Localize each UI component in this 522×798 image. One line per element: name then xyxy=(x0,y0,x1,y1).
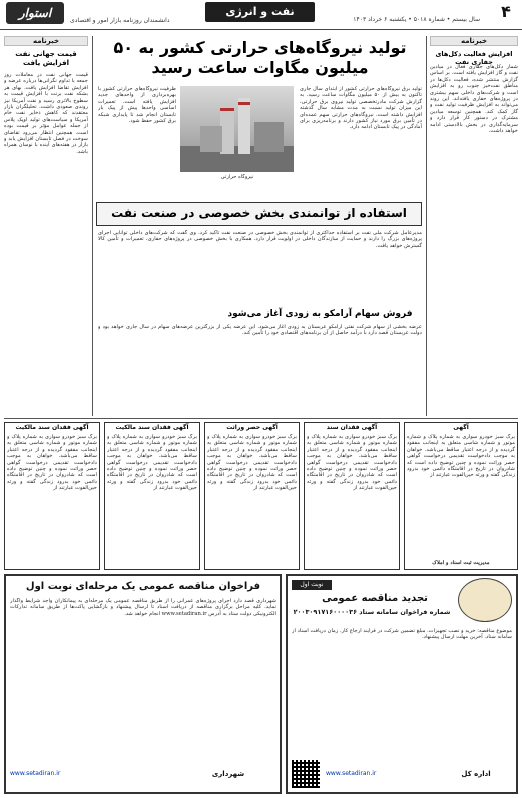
qr-code-icon xyxy=(292,760,320,788)
third-body: عرضه بخشی از سهام شرکت نفتی آرامکو عربستان به زودی آغاز می‌شود. این عرضه یکی از بزرگترین عرضه‌های سهام در سال جاری خواهد بود و دولت عربستان قصد دارد با درآمد حاصل از آن برنامه‌های اقتصادی خود را تأمین کند. xyxy=(98,324,422,337)
notice-body: برگ سبز خودرو سواری به شماره پلاک و شماره موتور و شماره شاسی متعلق به اینجانب مفقود گردیده و از درجه اعتبار ساقط می‌باشد. خواهان به موجب دادخواست تقدیمی درخواست گواهی حصر وراثت نموده و چنین توضیح داده است که شادروان در تاریخ در اقامتگاه دائمی خود بدرود زندگی گفته و ورثه حین‌الفوت عبارتند از xyxy=(7,434,97,492)
notice-body: برگ سبز خودرو سواری به شماره پلاک و شماره موتور و شماره شاسی متعلق به اینجانب مفقود گردیده و از درجه اعتبار ساقط می‌باشد. خواهان به موجب دادخواست تقدیمی درخواست گواهی حصر وراثت نموده و چنین توضیح داده است که شادروان در تاریخ در اقامتگاه دائمی خود بدرود زندگی گفته و ورثه حین‌الفوت عبارتند از xyxy=(307,434,397,492)
notice-title: آگهی xyxy=(453,424,469,431)
right-column-header: خبرنامه xyxy=(430,36,518,46)
tender-signoff: شهرداری xyxy=(211,770,245,778)
tender-website-link[interactable]: www.setadiran.ir xyxy=(10,770,61,777)
power-plant-illustration xyxy=(180,86,294,172)
horizontal-rule xyxy=(4,418,518,419)
right-column-body: شمار دکل‌های حفاری فعال در میادین نفت و گاز افزایش یافته است. بر اساس گزارش منتشر شده، فعالیت دکل‌ها در مناطق نفت‌خیز جنوب رو به افزایش است و شرکت‌های داخلی سهم بیشتری در پروژه‌های حفاری یافته‌اند. این روند می‌تواند به افزایش ظرفیت تولید نفت و گاز کمک کند. همچنین توسعه میادین مشترک در دستور کار قرار دارد و سرمایه‌گذاری در بخش بالادستی ادامه خواهد داشت. xyxy=(430,64,518,135)
main-body: ظرفیت نیروگاه‌های حرارتی کشور با بهره‌برداری از واحدهای جدید افزایش یافته است. تعمیرات اساسی واحدها پیش از پیک بار تابستان انجام شد تا پایداری شبکه برق کشور حفظ شود. xyxy=(98,86,176,125)
left-column-header: خبرنامه xyxy=(4,36,88,46)
notice-signoff: مدیریت ثبت اسناد و املاک xyxy=(432,560,490,566)
second-body: مدیرعامل شرکت ملی نفت بر استفاده حداکثری از توانمندی بخش خصوصی در صنعت نفت تأکید کرد. وی گفت که شرکت‌های داخلی توانایی اجرای پروژه‌های بزرگ را دارند و حمایت از سازندگان داخلی در اولویت قرار دارد. همکاری با بخش خصوصی در پروژه‌های حفاری، تعمیرات و تأمین کالا گسترش خواهد یافت. xyxy=(98,230,422,249)
second-headline: استفاده از توانمندی بخش خصوصی در صنعت نفت xyxy=(111,206,407,220)
tender2-body: موضوع مناقصه: خرید و نصب تجهیزات. مبلغ تضمین شرکت در فرایند ارجاع کار. زمان دریافت اسناد از سامانه ستاد. آخرین مهلت ارسال پیشنهاد. xyxy=(292,628,512,641)
notice-title: آگهی فقدان سند مالکیت xyxy=(15,424,89,431)
tender2-title: تجدید مناقصه عمومی xyxy=(322,593,428,604)
left-column-body: قیمت جهانی نفت در معاملات روز جمعه با تداوم نگرانی‌ها درباره عرضه و افزایش تقاضا افزایش یافت. بهای هر بشکه نفت برنت با افزایش قیمت به سطوح بالاتری رسید و نفت آمریکا نیز روندی صعودی داشت. تحلیلگران بازار معتقدند که کاهش ذخایر نفت خام آمریکا و سیاست‌های تولید اوپک پلاس از جمله عوامل مؤثر بر قیمت بوده است. همچنین انتظار می‌رود تقاضای سوخت در فصل تابستان افزایش یابد و بازار در هفته‌های آینده با نوسان همراه باشد. xyxy=(4,72,88,155)
tender-body: شهرداری قصد دارد اجرای پروژه‌های عمرانی را از طریق مناقصه عمومی یک مرحله‌ای به پیمانکاران واجد شرایط واگذار نماید. کلیه مراحل برگزاری مناقصه از دریافت اسناد تا ارسال پیشنهاد و بازگشایی پاکت‌ها از طریق سامانه تدارکات الکترونیکی دولت ستاد به آدرس www.setadiran.ir انجام خواهد شد. xyxy=(10,598,276,617)
third-headline: فروش سهام آرامکو به زودی آغاز می‌شود xyxy=(227,309,413,319)
right-column-title: افزایش فعالیت دکل‌های حفاری نفت xyxy=(435,50,513,66)
tender2-website-link[interactable]: www.setadiran.ir xyxy=(326,770,377,777)
column-divider xyxy=(92,36,93,416)
main-lead: تولید برق نیروگاه‌های حرارتی کشور از ابتدای سال جاری تاکنون به بیش از ۵۰ میلیون مگاوات ساعت رسید. به گزارش شرکت مادرتخصصی تولید نیروی برق حرارتی، این میزان تولید نسبت به مدت مشابه سال گذشته افزایش داشته است. نیروگاه‌های حرارتی سهم عمده‌ای در تأمین برق مورد نیاز کشور دارند و برنامه‌ریزی برای آمادگی در پیک تابستان ادامه دارد. xyxy=(300,86,422,131)
notice-title: آگهی فقدان سند xyxy=(326,424,378,431)
tender2-footer: اداره کل xyxy=(461,770,491,778)
dateline: سال بیستم • شماره ۵۰۱۸ • یکشنبه ۶ خرداد ۱۴۰۳ xyxy=(353,16,480,23)
notice-title: آگهی فقدان سند مالکیت xyxy=(115,424,189,431)
emblem-icon xyxy=(458,578,512,622)
photo-caption: نیروگاه حرارتی xyxy=(220,174,254,180)
main-headline: تولید نیروگاه‌های حرارتی کشور به ۵۰ میلیون مگاوات ساعت رسید xyxy=(113,38,407,77)
tender-title: فراخوان مناقصه عمومی یک مرحله‌ای نوبت اول xyxy=(25,581,261,592)
notice-body: برگ سبز خودرو سواری به شماره پلاک و شماره موتور و شماره شاسی متعلق به اینجانب مفقود گردیده و از درجه اعتبار ساقط می‌باشد. خواهان به موجب دادخواست تقدیمی درخواست گواهی حصر وراثت نموده و چنین توضیح داده است که شادروان در تاریخ در اقامتگاه دائمی خود بدرود زندگی گفته و ورثه حین‌الفوت عبارتند از xyxy=(407,434,515,479)
notice-body: برگ سبز خودرو سواری به شماره پلاک و شماره موتور و شماره شاسی متعلق به اینجانب مفقود گردیده و از درجه اعتبار ساقط می‌باشد. خواهان به موجب دادخواست تقدیمی درخواست گواهی حصر وراثت نموده و چنین توضیح داده است که شادروان در تاریخ در اقامتگاه دائمی خود بدرود زندگی گفته و ورثه حین‌الفوت عبارتند از xyxy=(107,434,197,492)
page-number: ۴ xyxy=(501,2,511,21)
power-plant-photo xyxy=(180,86,294,172)
round-badge: نوبت اول xyxy=(292,580,332,590)
newspaper-logo: استوار xyxy=(6,2,64,24)
notice-body: برگ سبز خودرو سواری به شماره پلاک و شماره موتور و شماره شاسی متعلق به اینجانب مفقود گردیده و از درجه اعتبار ساقط می‌باشد. خواهان به موجب دادخواست تقدیمی درخواست گواهی حصر وراثت نموده و چنین توضیح داده است که شادروان در تاریخ در اقامتگاه دائمی خود بدرود زندگی گفته و ورثه حین‌الفوت عبارتند از xyxy=(207,434,297,492)
left-column-title: قیمت جهانی نفت افزایش یافت xyxy=(15,50,77,67)
tender2-subtitle: شماره فراخوان سامانه ستاد ۲۰۰۳۰۹۱۷۱۶۰۰۰۰۳۶ xyxy=(293,608,451,616)
masthead-subline: دانشمندان روزنامه بازار امور و اقتصادی xyxy=(70,17,170,24)
column-divider xyxy=(426,36,427,416)
notice-title: آگهی حصر وراثت xyxy=(226,424,278,431)
section-title: نفت و انرژی xyxy=(205,2,315,22)
